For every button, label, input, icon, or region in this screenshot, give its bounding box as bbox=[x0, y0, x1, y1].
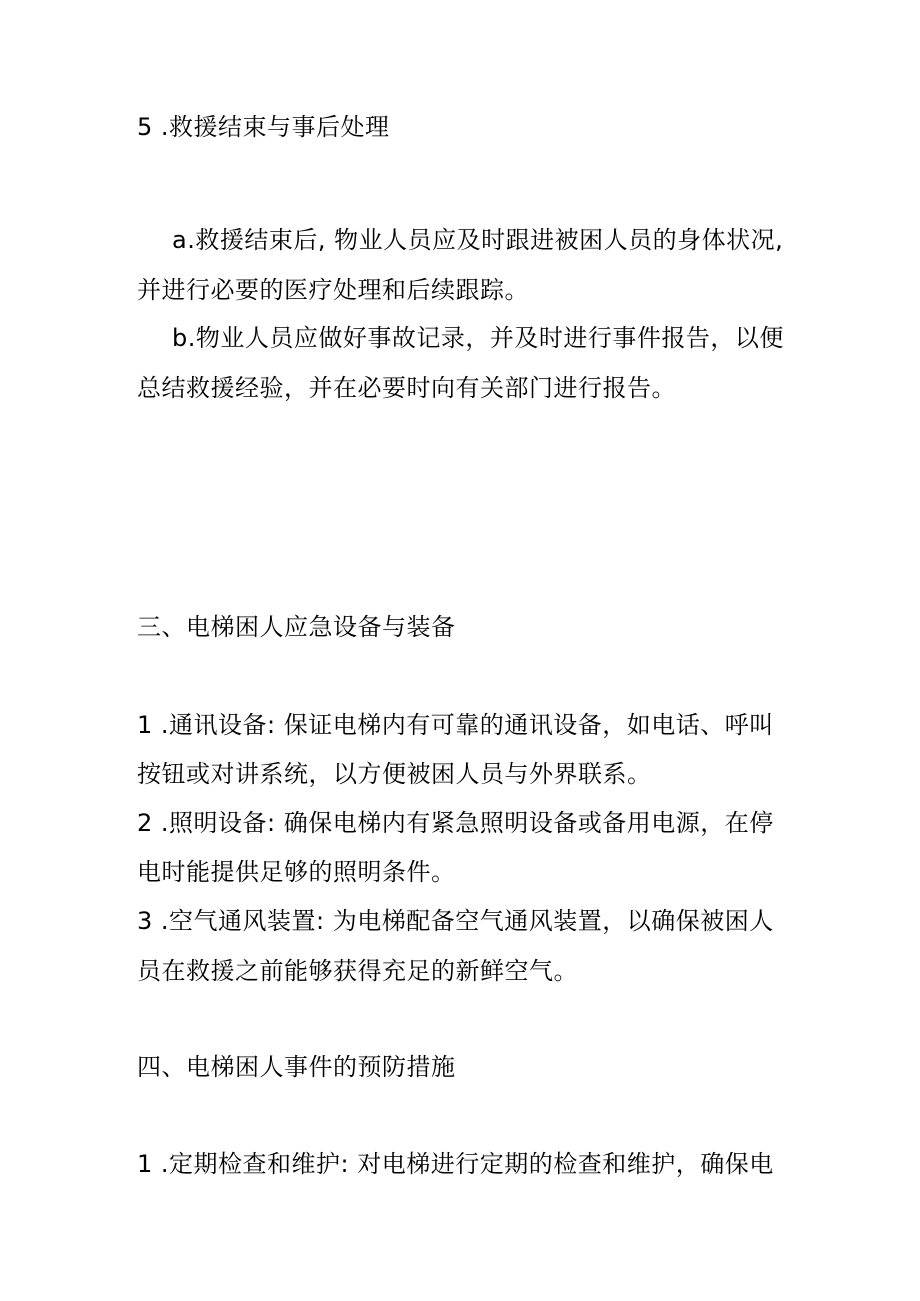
section-3-item-2-line-2: 电时能提供足够的照明条件。 bbox=[137, 858, 456, 886]
paragraph-a-line-2: 并进行必要的医疗处理和后续跟踪。 bbox=[137, 276, 529, 304]
section-3-item-1-line-1: 1 .通讯设备: 保证电梯内有可靠的通讯设备，如电话、呼叫 bbox=[137, 711, 774, 739]
paragraph-b-line-1: b.物业人员应做好事故记录，并及时进行事件报告，以便 bbox=[172, 324, 784, 352]
section-3-heading: 三、电梯困人应急设备与装备 bbox=[137, 613, 456, 641]
section-3-item-3-line-1: 3 .空气通风装置: 为电梯配备空气通风装置，以确保被困人 bbox=[137, 907, 774, 935]
section-3-item-2-line-1: 2 .照明设备: 确保电梯内有紧急照明设备或备用电源，在停 bbox=[137, 809, 774, 837]
section-3-item-3-line-2: 员在救援之前能够获得充足的新鲜空气。 bbox=[137, 957, 578, 985]
section-4-heading: 四、电梯困人事件的预防措施 bbox=[137, 1053, 456, 1081]
paragraph-b-line-2: 总结救援经验，并在必要时向有关部门进行报告。 bbox=[137, 374, 676, 402]
section-4-item-1-line-1: 1 .定期检查和维护: 对电梯进行定期的检查和维护，确保电 bbox=[137, 1150, 774, 1178]
section-5-heading: 5 .救援结束与事后处理 bbox=[137, 113, 390, 141]
section-3-item-1-line-2: 按钮或对讲系统，以方便被困人员与外界联系。 bbox=[137, 760, 652, 788]
paragraph-a-line-1: a.救援结束后, 物业人员应及时跟进被困人员的身体状况, bbox=[172, 226, 784, 254]
